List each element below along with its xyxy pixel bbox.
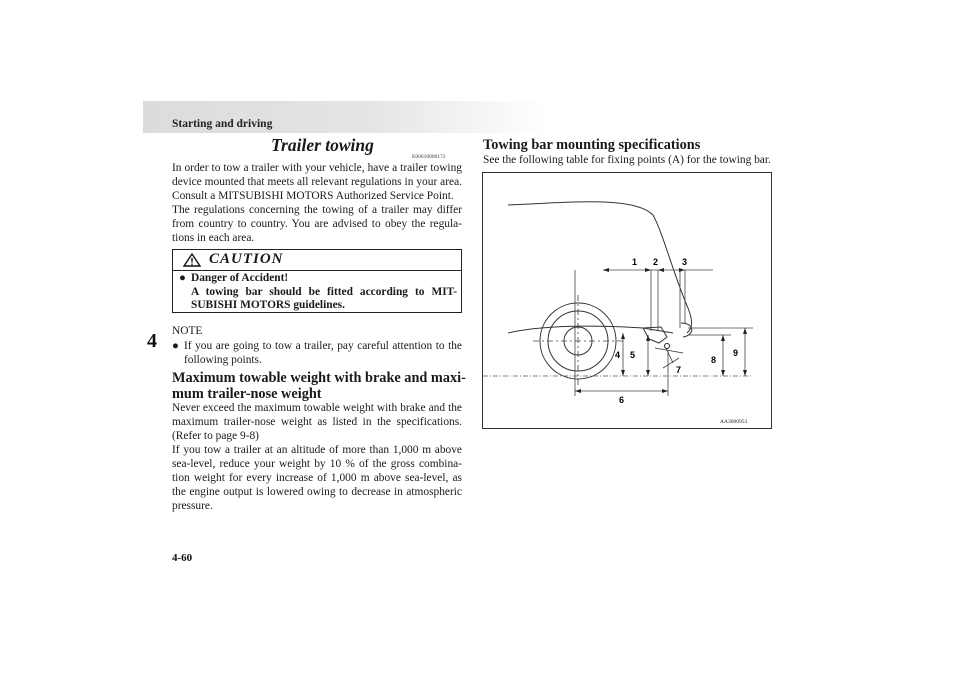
label-8: 8: [711, 355, 717, 365]
section-heading-towing-bar: Towing bar mounting specifications: [483, 137, 701, 153]
label-3: 3: [682, 257, 688, 267]
caution-label: CAUTION: [209, 251, 284, 267]
max-weight-paragraph: Never exceed the maximum towable weight with brake and the maximum trailer-nose weight as listed in the specifications. (Refer to page 9-8): [172, 402, 462, 442]
towing-bar-diagram: [482, 172, 772, 429]
section-heading-max-weight: Maximum towable weight with brake and maxi-mum trailer-nose weight: [172, 370, 466, 402]
label-7: 7: [676, 365, 682, 375]
label-5: 5: [630, 350, 636, 360]
caution-body: [179, 272, 457, 313]
vehicle-rear-diagram: [483, 173, 771, 428]
intro-paragraph: In order to tow a trailer with your vehicle, have a trailer towing device mounted that meets all relevant regulations in your area. Consult a MITSUBISHI MOTORS Authorized Service Point.: [172, 162, 462, 202]
bullet-icon: ●: [172, 340, 179, 352]
bullet-icon: ●: [179, 272, 186, 284]
warning-triangle-icon: [183, 253, 201, 267]
towing-bar-intro: See the following table for fixing points (A) for the towing bar.: [483, 154, 771, 166]
section-code: E00610000172: [412, 154, 446, 160]
label-9: 9: [733, 348, 739, 358]
note-item: [172, 339, 462, 367]
caution-bullet-text: A towing bar should be fitted according to MIT-SUBISHI MOTORS guidelines.: [191, 285, 457, 311]
regulations-paragraph: The regulations concerning the towing of a trailer may differ from country to country. You are advised to obey the regula-tions in each area.: [172, 204, 462, 244]
figure-code: AA3000953: [720, 419, 748, 425]
chapter-number: 4: [147, 330, 157, 352]
label-6: 6: [619, 395, 625, 405]
caution-box: [172, 249, 462, 313]
altitude-paragraph: If you tow a trailer at an altitude of more than 1,000 m above sea-level, reduce your weight by 10 % of the gross combina-tion weight for every increase of 1,000 m above sea-level, as the engine output is lowered owing to decrease in atmospheric pressure.: [172, 444, 462, 512]
label-2: 2: [653, 257, 659, 267]
page-number: 4-60: [172, 552, 193, 564]
section-title: Starting and driving: [172, 118, 273, 130]
label-4: 4: [615, 350, 621, 360]
caution-header: [173, 250, 461, 271]
note-label: NOTE: [172, 325, 203, 337]
caution-bullet-title: Danger of Accident!: [191, 272, 289, 284]
page-title: Trailer towing: [271, 135, 374, 155]
label-1: 1: [632, 257, 638, 267]
note-text: If you are going to tow a trailer, pay careful attention to the following points.: [184, 340, 462, 366]
